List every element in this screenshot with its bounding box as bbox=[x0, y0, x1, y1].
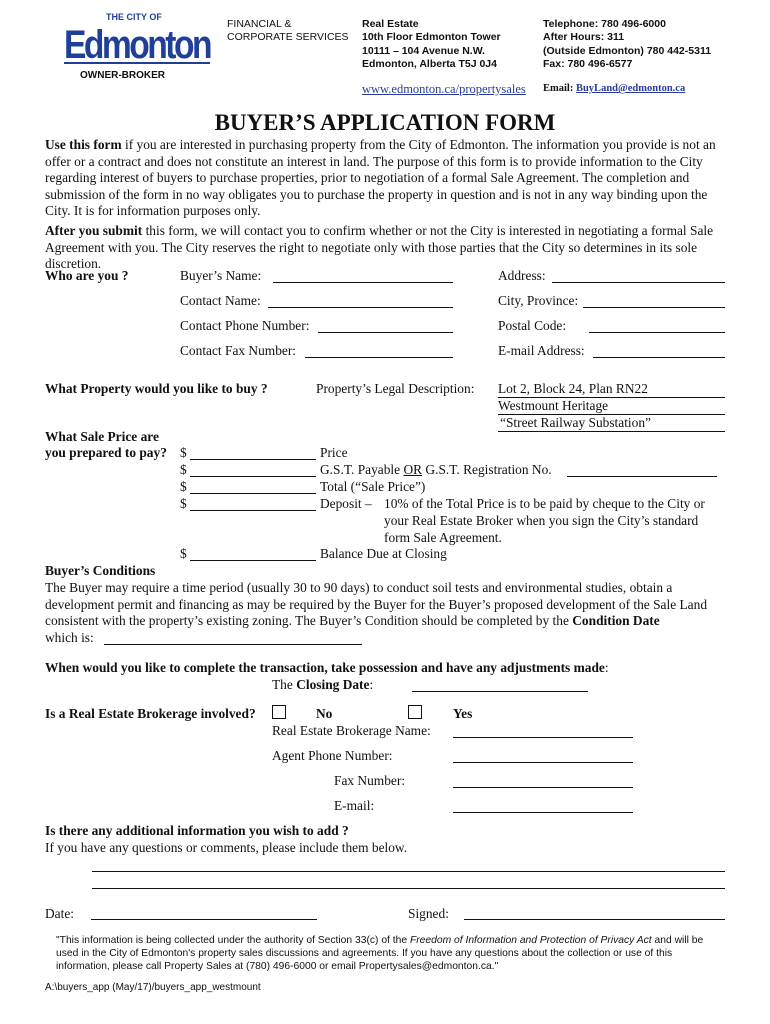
intro-paragraph-2 bbox=[45, 223, 730, 273]
who-heading: Who are you ? bbox=[45, 268, 129, 283]
footer-file-path: A:\buyers_app (May/17)/buyers_app_westmount bbox=[45, 982, 261, 993]
buyers-name-label: Buyer’s Name: bbox=[180, 268, 262, 283]
contact-phone-input[interactable] bbox=[318, 318, 453, 333]
comments-line-2[interactable] bbox=[92, 874, 725, 889]
dept-line-1: FINANCIAL & bbox=[227, 18, 292, 30]
email-address-input[interactable] bbox=[593, 343, 725, 358]
intro-paragraph-1 bbox=[45, 137, 730, 220]
condition-date-input[interactable] bbox=[104, 630, 362, 645]
agent-fax-input[interactable] bbox=[453, 773, 633, 788]
page-title: BUYER’S APPLICATION FORM bbox=[214, 110, 556, 135]
legal-line-3-text: “Street Railway Substation” bbox=[500, 415, 651, 430]
edmonton-logo-graphic bbox=[62, 8, 212, 68]
closing-date-input[interactable] bbox=[412, 677, 588, 692]
price-label: Price bbox=[320, 445, 348, 460]
city-province-input[interactable] bbox=[583, 293, 725, 308]
deposit-input[interactable] bbox=[190, 496, 316, 511]
email-link[interactable]: BuyLand@edmonton.ca bbox=[575, 83, 686, 94]
total-label: Total (“Sale Price”) bbox=[320, 479, 426, 494]
postal-code-label: Postal Code: bbox=[498, 318, 567, 333]
contact-phone-label: Contact Phone Number: bbox=[180, 318, 310, 333]
agent-email-input[interactable] bbox=[453, 798, 633, 813]
email-label: Email: bbox=[543, 83, 574, 94]
additional-text: If you have any questions or comments, please include them below. bbox=[45, 840, 408, 855]
postal-code-input[interactable] bbox=[589, 318, 725, 333]
dollar-sign: $ bbox=[180, 479, 187, 494]
logo-top-text: THE CITY OF bbox=[106, 12, 162, 22]
closing-heading-colon: : bbox=[604, 660, 609, 675]
privacy-pre: "This information is being collected under the authority of Section 33(c) of the bbox=[56, 935, 410, 946]
city-province-label: City, Province: bbox=[498, 293, 579, 308]
legal-line-2: Westmount Heritage bbox=[498, 398, 725, 415]
contact-fax-input[interactable] bbox=[305, 343, 453, 358]
dollar-sign: $ bbox=[180, 546, 187, 561]
deposit-text-3: form Sale Agreement. bbox=[384, 530, 502, 545]
conditions-text: The Buyer may require a time period (usually 30 to 90 days) to conduct soil tests and environmental studies, obtain a development permit and financing as may be required by the Buyer for the Buyer’s proposed development of the Sale Land consistent with the property’s existing zoning. The Buyer’s Condition should be completed by the bbox=[45, 580, 708, 629]
deposit-text-1: 10% of the Total Price is to be paid by cheque to the City or bbox=[384, 496, 705, 511]
address-line: Edmonton, Alberta T5J 0J4 bbox=[362, 57, 497, 70]
address-line: Real Estate bbox=[362, 18, 419, 30]
phone-line: Telephone: 780 496-6000 bbox=[543, 18, 666, 30]
gst-input[interactable] bbox=[190, 462, 316, 477]
legal-line-3 bbox=[498, 415, 725, 432]
gst-reg-label: G.S.T. Registration No. bbox=[425, 462, 552, 477]
privacy-notice bbox=[56, 934, 726, 973]
date-input[interactable] bbox=[91, 905, 317, 920]
phone-line: After Hours: 311 bbox=[543, 31, 625, 44]
intro-lead-1: Use this form bbox=[45, 137, 122, 152]
which-is-label: which is: bbox=[45, 630, 94, 645]
gst-label: G.S.T. Payable bbox=[320, 462, 401, 477]
contact-name-label: Contact Name: bbox=[180, 293, 261, 308]
privacy-act: Freedom of Information and Protection of Privacy Act bbox=[409, 935, 652, 946]
price-heading-1: What Sale Price are bbox=[45, 429, 159, 444]
contact-fax-label: Contact Fax Number: bbox=[180, 343, 297, 358]
email-contact bbox=[543, 83, 685, 94]
total-input[interactable] bbox=[190, 479, 316, 494]
brokerage-no-label: No bbox=[316, 706, 333, 721]
date-label: Date: bbox=[45, 906, 74, 921]
phone-line: (Outside Edmonton) 780 442-5311 bbox=[543, 44, 712, 57]
gst-registration-input[interactable] bbox=[567, 462, 717, 477]
property-heading: What Property would you like to buy ? bbox=[45, 381, 268, 396]
gst-or: OR bbox=[403, 462, 423, 477]
balance-label: Balance Due at Closing bbox=[320, 546, 447, 561]
address-input[interactable] bbox=[552, 268, 725, 283]
conditions-heading: Buyer’s Conditions bbox=[45, 563, 156, 578]
brokerage-name-input[interactable] bbox=[453, 723, 633, 738]
conditions-bold-tail: Condition Date bbox=[572, 613, 660, 629]
owner-broker-label: OWNER-BROKER bbox=[80, 70, 165, 81]
address-line: 10th Floor Edmonton Tower bbox=[362, 31, 501, 44]
email-address-label: E-mail Address: bbox=[498, 343, 585, 358]
legal-description-label: Property’s Legal Description: bbox=[316, 381, 475, 396]
dollar-sign: $ bbox=[180, 445, 187, 460]
contact-name-input[interactable] bbox=[268, 293, 453, 308]
agent-fax-label: Fax Number: bbox=[334, 773, 406, 788]
privacy-post: and will be used in the City of Edmonton's property sales discussions and agreements. If you have any questions about the collection or use of this information, please call Property Sales at (780) 496-6000 or email Propertysales@edmonton.ca." bbox=[56, 935, 704, 972]
legal-line-1: Lot 2, Block 24, Plan RN22 bbox=[498, 381, 725, 398]
brokerage-question: Is a Real Estate Brokerage involved? bbox=[45, 706, 256, 721]
phone-line: Fax: 780 496-6577 bbox=[543, 57, 633, 70]
agent-phone-input[interactable] bbox=[453, 748, 633, 763]
closing-date-label bbox=[272, 677, 373, 693]
agent-email-label: E-mail: bbox=[334, 798, 375, 813]
buyers-name-input[interactable] bbox=[273, 268, 453, 283]
comments-line-1[interactable] bbox=[92, 857, 725, 872]
signature-input[interactable] bbox=[464, 905, 725, 920]
signed-label: Signed: bbox=[408, 906, 449, 921]
office-address bbox=[362, 18, 501, 71]
brokerage-name-label: Real Estate Brokerage Name: bbox=[272, 723, 431, 738]
website-link[interactable]: www.edmonton.ca/propertysales bbox=[362, 82, 526, 96]
department-block bbox=[227, 18, 349, 44]
address-line: 10111 – 104 Avenue N.W. bbox=[362, 44, 485, 57]
closing-date-text: Closing Date bbox=[296, 677, 370, 692]
brokerage-no-checkbox[interactable] bbox=[272, 705, 286, 719]
logo-main-text: Edmonton bbox=[64, 23, 211, 67]
dollar-sign: $ bbox=[180, 496, 187, 511]
closing-heading bbox=[45, 660, 609, 676]
address-label: Address: bbox=[498, 268, 546, 283]
dollar-sign: $ bbox=[180, 462, 187, 477]
brokerage-yes-checkbox[interactable] bbox=[408, 705, 422, 719]
city-logo bbox=[62, 8, 212, 68]
gst-line bbox=[320, 462, 552, 478]
intro-lead-2: After you submit bbox=[45, 223, 143, 238]
price-input[interactable] bbox=[190, 445, 316, 460]
deposit-label: Deposit – bbox=[320, 496, 372, 511]
closing-the: The bbox=[272, 677, 293, 692]
dept-line-2: CORPORATE SERVICES bbox=[227, 31, 349, 43]
deposit-text-2: your Real Estate Broker when you sign the City’s standard bbox=[384, 513, 699, 528]
intro-text-1: if you are interested in purchasing property from the City of Edmonton. The information you provide is not an offer or a contract and does not constitute an interest in land. The purpose of this form is to provide information to the City regarding interest of buyers to purchase properties, prior to negotiation of a formal Sale Agreement. The completion and submission of the form in no way obligates you to purchase the property in question and is not in any way binding upon the City. It is for information purposes only. bbox=[45, 137, 716, 219]
additional-heading: Is there any additional information you wish to add ? bbox=[45, 823, 349, 838]
conditions-paragraph bbox=[45, 580, 730, 630]
closing-heading-text: When would you like to complete the transaction, take possession and have any adjustments made bbox=[45, 660, 605, 675]
price-heading-2: you prepared to pay? bbox=[45, 445, 167, 460]
phone-block bbox=[543, 18, 711, 71]
agent-phone-label: Agent Phone Number: bbox=[272, 748, 393, 763]
balance-input[interactable] bbox=[190, 546, 316, 561]
closing-colon: : bbox=[369, 677, 374, 692]
brokerage-yes-label: Yes bbox=[453, 706, 473, 721]
intro-text-2: this form, we will contact you to confirm whether or not the City is interested in negotiating a formal Sale Agreement with you. The City reserves the right to negotiate only with those parties that the City so determines in its sole discretion. bbox=[45, 223, 714, 272]
